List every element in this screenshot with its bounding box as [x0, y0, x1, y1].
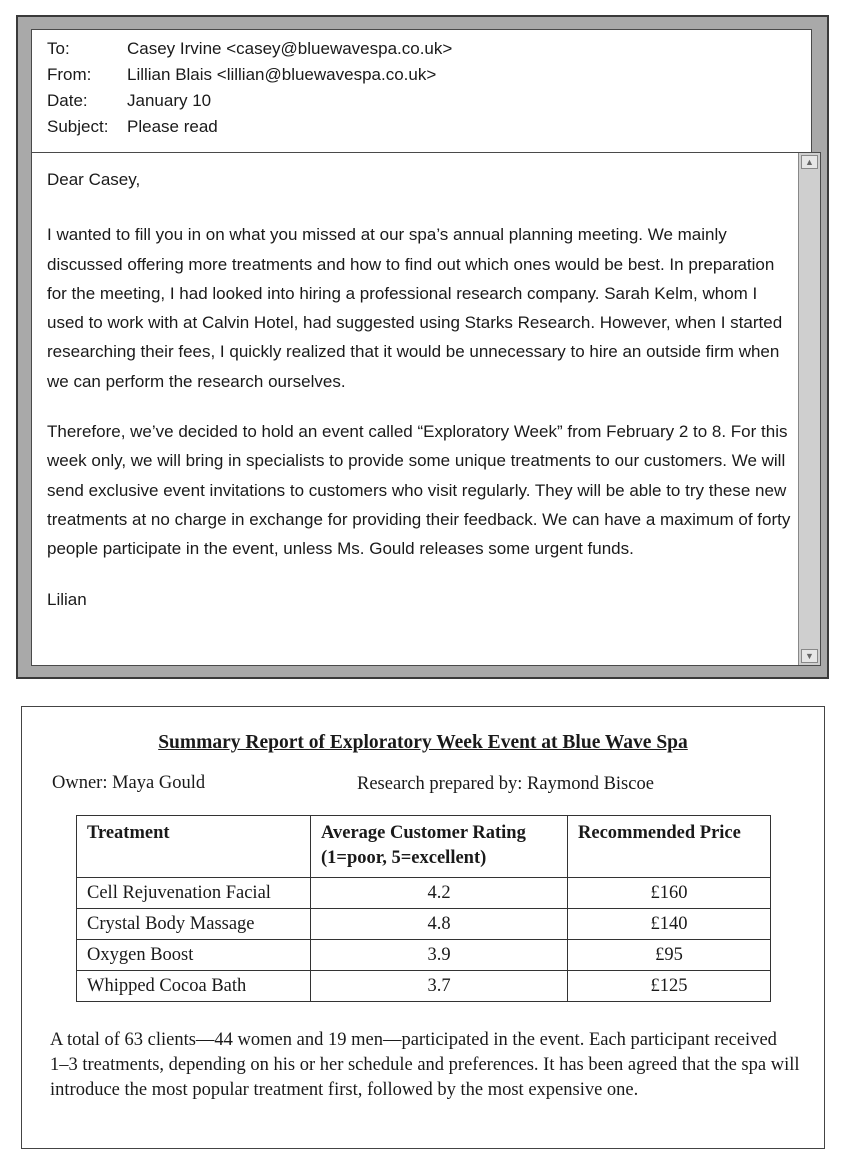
email-body[interactable]	[31, 152, 821, 666]
to-label: To:	[47, 39, 70, 58]
price-cell: £95	[568, 940, 771, 971]
header-rating-line2: (1=poor, 5=excellent)	[321, 848, 487, 868]
rating-cell: 3.7	[311, 971, 568, 1002]
vertical-scrollbar[interactable]	[798, 153, 820, 665]
report-title: Summary Report of Exploratory Week Event at Blue Wave Spa	[158, 732, 688, 753]
header-rating	[311, 816, 568, 878]
paragraph-1: I wanted to fill you in on what you missed at our spa’s annual planning meeting. We mainly discussed offering more treatments and how to find out which ones would be best. In preparation for the meeting, I had looked into hiring a professional research company. Sarah Kelm, whom I used to work with at Calvin Hotel, had suggested using Starks Research. However, when I started researching their fees, I quickly realized that it would be unnecessary to hire an outside firm when we can perform the research ourselves.	[47, 225, 783, 391]
summary-report	[21, 706, 825, 1149]
table-row	[77, 940, 771, 971]
email-header	[31, 29, 812, 154]
header-rating-line1: Average Customer Rating	[321, 823, 526, 843]
from-label: From:	[47, 65, 92, 84]
signature: Lilian	[47, 589, 87, 609]
subject-label: Subject:	[47, 117, 109, 136]
rating-cell: 3.9	[311, 940, 568, 971]
price-cell: £160	[568, 878, 771, 909]
treatment-cell: Cell Rejuvenation Facial	[77, 878, 311, 909]
header-treatment: Treatment	[77, 816, 311, 878]
subject-row	[47, 114, 218, 140]
email-window	[16, 15, 829, 679]
from-row	[47, 62, 436, 88]
email-body-text	[47, 165, 797, 614]
report-summary: A total of 63 clients—44 women and 19 men—participated in the event. Each participant received 1–3 treatments, depending on his or her schedule and preferences. It has been agreed that the spa will introduce the most popular treatment first, followed by the most expensive one.	[50, 1030, 800, 1100]
table-row	[77, 909, 771, 940]
date-value: January 10	[127, 91, 212, 110]
date-label: Date:	[47, 91, 88, 110]
scroll-up-icon[interactable]: ▲	[801, 155, 818, 169]
to-row	[47, 36, 452, 62]
from-value: Lillian Blais <lillian@bluewavespa.co.uk>	[127, 65, 437, 84]
rating-cell: 4.8	[311, 909, 568, 940]
table-row	[77, 971, 771, 1002]
treatment-cell: Oxygen Boost	[77, 940, 311, 971]
treatment-cell: Whipped Cocoa Bath	[77, 971, 311, 1002]
date-row	[47, 88, 211, 114]
treatments-table	[76, 815, 771, 1002]
price-cell: £140	[568, 909, 771, 940]
to-value: Casey Irvine <casey@bluewavespa.co.uk>	[127, 39, 453, 58]
rating-cell: 4.2	[311, 878, 568, 909]
treatment-cell: Crystal Body Massage	[77, 909, 311, 940]
report-owner: Owner: Maya Gould	[52, 773, 206, 793]
header-price: Recommended Price	[568, 816, 771, 878]
scroll-down-icon[interactable]: ▼	[801, 649, 818, 663]
table-header-row	[77, 816, 771, 878]
paragraph-2: Therefore, we’ve decided to hold an event called “Exploratory Week” from February 2 to 8. For this week only, we will bring in specialists to provide some unique treatments to our customers. We will send exclusive event invitations to customers who visit regularly. They will be able to try these new treatments at no charge in exchange for providing their feedback. We can have a maximum of forty people participate in the event, unless Ms. Gould releases some urgent funds.	[47, 422, 791, 559]
greeting: Dear Casey,	[47, 170, 141, 189]
subject-value: Please read	[127, 117, 218, 136]
report-prepared-by: Research prepared by: Raymond Biscoe	[357, 774, 654, 794]
price-cell: £125	[568, 971, 771, 1002]
table-row	[77, 878, 771, 909]
